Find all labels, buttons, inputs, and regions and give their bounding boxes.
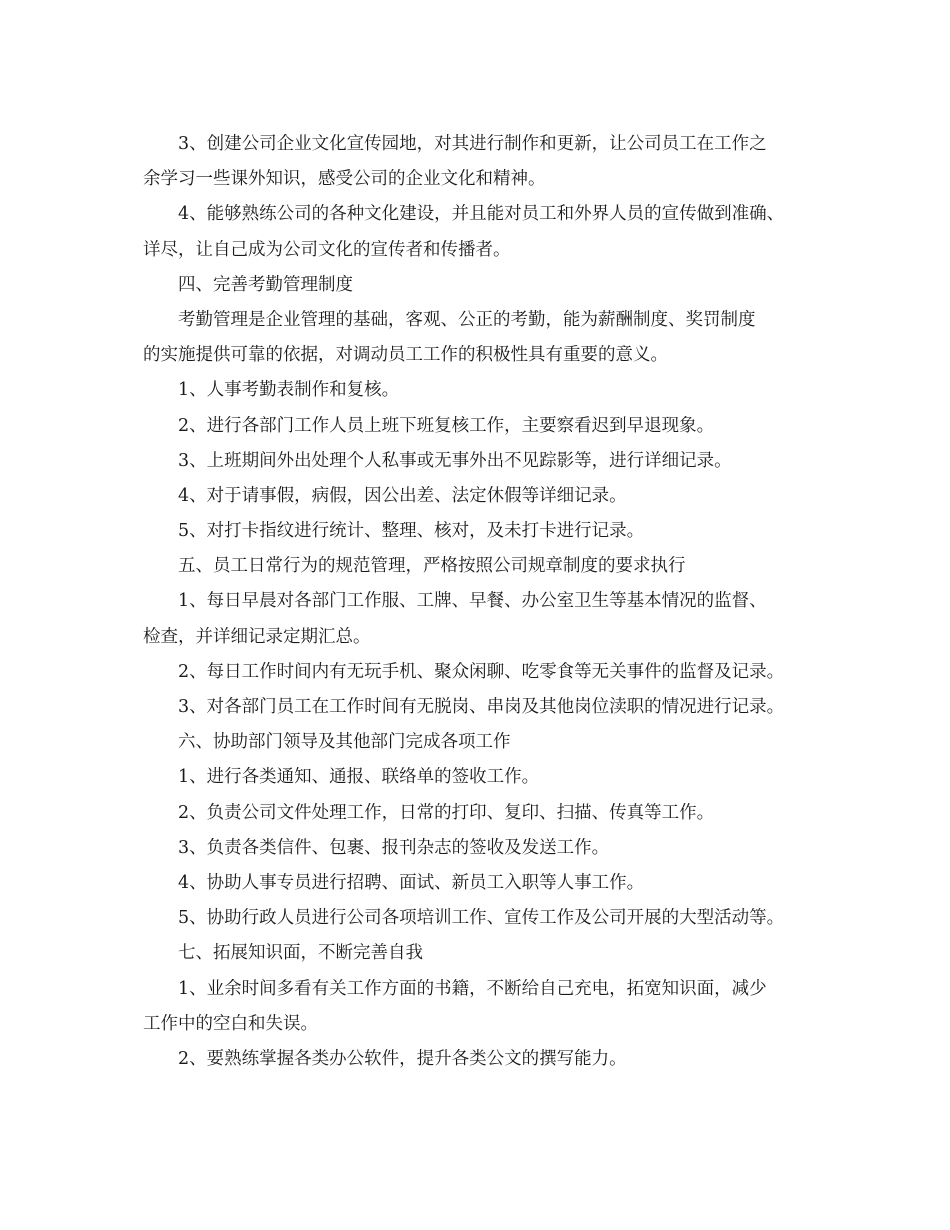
section-heading: 六、协助部门领导及其他部门完成各项工作 [178,732,511,753]
list-item: 3、对各部门员工在工作时间有无脱岗、串岗及其他岗位渎职的情况进行记录。 [178,697,785,717]
list-item: 2、每日工作时间内有无玩手机、聚众闲聊、吃零食等无关事件的监督及记录。 [178,661,785,682]
section-heading: 五、员工日常行为的规范管理，严格按照公司规章制度的要求执行 [178,556,686,577]
list-item: 1、业余时间多看有关工作方面的书籍，不断给自己充电，拓宽知识面，减少 [178,978,767,999]
list-item: 4、协助人事专员进行招聘、面试、新员工入职等人事工作。 [178,872,645,893]
document-body [143,127,823,1077]
list-item: 2、负责公司文件处理工作，日常的打印、复印、扫描、传真等工作。 [178,802,715,823]
list-item: 2、进行各部门工作人员上班下班复核工作，主要察看迟到早退现象。 [178,415,715,436]
paragraph-line: 工作中的空白和失误。 [143,1013,318,1034]
paragraph-line: 考勤管理是企业管理的基础，客观、公正的考勤，能为薪酬制度、奖罚制度 [178,309,756,330]
list-item: 1、人事考勤表制作和复核。 [178,380,400,401]
paragraph-line: 的实施提供可靠的依据，对调动员工工作的积极性具有重要的意义。 [143,345,668,366]
section-heading: 四、完善考勤管理制度 [178,274,353,295]
paragraph-line: 检查，并详细记录定期汇总。 [143,626,371,647]
paragraph-line: 4、能够熟练公司的各种文化建设，并且能对员工和外界人员的宣传做到准确、 [178,204,785,225]
list-item: 1、每日早晨对各部门工作服、工牌、早餐、办公室卫生等基本情况的监督、 [178,591,767,612]
paragraph-line: 详尽，让自己成为公司文化的宣传者和传播者。 [143,239,511,260]
list-item: 4、对于请事假，病假，因公出差、法定休假等详细记录。 [178,485,627,506]
list-item: 3、上班期间外出处理个人私事或无事外出不见踪影等，进行详细记录。 [178,450,732,471]
paragraph-line: 3、创建公司企业文化宣传园地，对其进行制作和更新，让公司员工在工作之 [178,134,767,154]
list-item: 2、要熟练掌握各类办公软件，提升各类公文的撰写能力。 [178,1048,627,1069]
list-item: 5、对打卡指纹进行统计、整理、核对，及未打卡进行记录。 [178,521,645,542]
list-item: 5、协助行政人员进行公司各项培训工作、宣传工作及公司开展的大型活动等。 [178,908,785,929]
list-item: 3、负责各类信件、包裹、报刊杂志的签收及发送工作。 [178,837,610,858]
section-heading: 七、拓展知识面，不断完善自我 [178,943,423,964]
list-item: 1、进行各类通知、通报、联络单的签收工作。 [178,767,540,788]
paragraph-line: 余学习一些课外知识，感受公司的企业文化和精神。 [143,169,546,190]
